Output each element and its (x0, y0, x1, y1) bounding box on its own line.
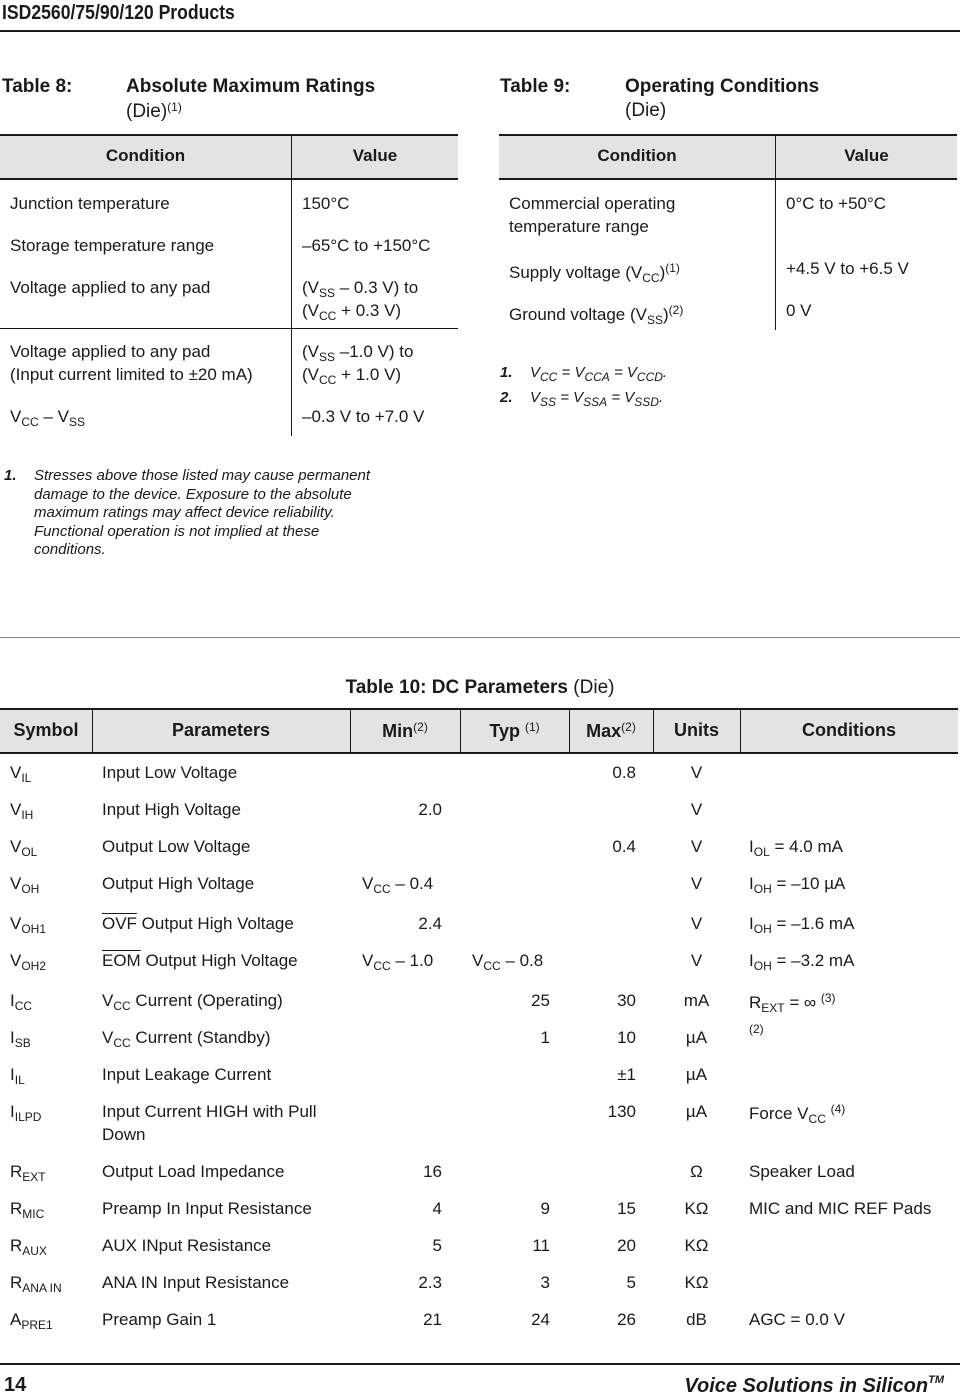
document-header-title: ISD2560/75/90/120 Products (2, 2, 235, 24)
row-parameter: ANA IN Input Resistance (102, 1273, 290, 1292)
row-parameter-line1: Input Current HIGH with Pull (102, 1102, 317, 1121)
row-symbol: $R_{EXT}$ (10, 1162, 46, 1184)
row-units: V (690, 951, 703, 970)
row-units: µA (685, 1028, 708, 1047)
row-min: 5 (432, 1236, 442, 1255)
row-typ: 1 (540, 1028, 550, 1047)
table-8-row-2-condition: Storage temperature range (10, 236, 215, 255)
row-max: 0.8 (612, 763, 636, 782)
footer-rule (0, 1363, 960, 1365)
row-min: 2.0 (418, 800, 442, 819)
table-8-row-3-value-line2: ($V_{CC} + 0.3$ V) (302, 301, 402, 323)
row-symbol: $V_{OL}$ (10, 837, 38, 859)
table-8-title: Absolute Maximum Ratings (126, 76, 376, 97)
row-parameter: $\overline{OVF}$ Output High Voltage (102, 914, 294, 933)
table-8-row-4-value-line2: ($V_{CC} + 1.0$ V) (302, 365, 402, 387)
table-8-body-divider (291, 180, 292, 436)
row-units: dB (686, 1310, 707, 1329)
footer-tagline: Voice Solutions in Silicon™ (684, 1374, 944, 1397)
row-max: 26 (617, 1310, 636, 1329)
row-max: 20 (617, 1236, 636, 1255)
table-8-row-3-value-line1: ($V_{SS} - 0.3$ V) to (302, 278, 419, 300)
row-units: KΩ (684, 1273, 709, 1292)
row-parameter: Input High Voltage (102, 800, 241, 819)
row-symbol: $V_{IL}$ (10, 763, 32, 785)
row-min: 21 (423, 1310, 442, 1329)
row-units: V (690, 763, 703, 782)
row-symbol: $V_{IH}$ (10, 800, 34, 822)
table-9-subtitle: (Die) (625, 100, 667, 121)
table-8-row-5-condition: $V_{CC} - V_{SS}$ (10, 407, 85, 429)
row-units: V (690, 914, 703, 933)
row-max: 30 (617, 991, 636, 1010)
row-symbol: $V_{OH1}$ (10, 914, 47, 936)
row-typ: 24 (531, 1310, 550, 1329)
row-parameter: $\overline{EOM}$ Output High Voltage (102, 951, 298, 970)
row-conditions: $I_{OL} = 4.0$ mA (749, 837, 843, 859)
row-units: KΩ (684, 1199, 709, 1218)
row-conditions: $R_{EXT}$ = ∞ $^{(3)}$ (749, 991, 836, 1015)
row-max: 5 (626, 1273, 636, 1292)
row-max: 0.4 (612, 837, 636, 856)
table-8-row-5-value: –0.3 V to +7.0 V (302, 407, 425, 426)
table-8-col-condition: Condition (105, 146, 186, 165)
row-parameter: Output Low Voltage (102, 837, 251, 856)
row-typ: 9 (540, 1199, 550, 1218)
table-8-footnote: Stresses above those listed may cause permanent damage to the device. Exposure to the absolute maximum ratings may affect device reliability. Functional operation is not implied at these conditions. (34, 467, 371, 558)
row-min: 2.4 (418, 914, 442, 933)
table-9-row-3-value: 0 V (786, 301, 812, 320)
table-8-row-1-condition: Junction temperature (10, 194, 170, 213)
table-9-body-divider (775, 180, 776, 330)
row-symbol: $R_{AUX}$ (10, 1236, 47, 1258)
header-rule (0, 30, 960, 32)
table-8-row-1-value: 150°C (302, 194, 350, 213)
row-conditions: Force $V_{CC}$ $^{(4)}$ (749, 1102, 846, 1126)
row-parameter: Preamp In Input Resistance (102, 1199, 312, 1218)
row-symbol: $I_{SB}$ (10, 1028, 31, 1050)
row-parameter: AUX INput Resistance (102, 1236, 272, 1255)
table-10-col-symbol: Symbol (13, 720, 79, 740)
row-min: $V_{CC} - 0.4$ (362, 874, 434, 896)
table-10-col-parameters: Parameters (171, 720, 271, 740)
table-9-col-value: Value (844, 146, 889, 165)
row-units: µA (685, 1102, 708, 1121)
table-9-title: Operating Conditions (625, 76, 820, 97)
table-9-row-3-condition: Ground voltage $(V_{SS})^{(2)}$ (509, 303, 684, 327)
row-conditions: $I_{OH} = -1.6$ mA (749, 914, 855, 936)
row-min: 4 (432, 1199, 442, 1218)
table-10-col-units: Units (674, 720, 719, 740)
row-units: mA (683, 991, 710, 1010)
row-conditions: $I_{OH} = -10$ µA (749, 874, 846, 896)
row-typ: 3 (540, 1273, 550, 1292)
row-symbol: $I_{CC}$ (10, 991, 33, 1013)
row-units: V (690, 800, 703, 819)
row-parameter: Output Load Impedance (102, 1162, 285, 1181)
page-number: 14 (4, 1374, 27, 1396)
row-symbol: $I_{IL}$ (10, 1065, 25, 1087)
row-parameter: Input Low Voltage (102, 763, 238, 782)
row-parameter: Preamp Gain 1 (102, 1310, 217, 1329)
table-9-row-1-value: 0°C to +50°C (786, 194, 887, 213)
table-8-row-2-value: –65°C to +150°C (302, 236, 431, 255)
row-typ: 25 (531, 991, 550, 1010)
row-units: Ω (690, 1162, 703, 1181)
table-10-col-max: Max$^{(2)}$ (586, 720, 636, 741)
row-min: 16 (423, 1162, 442, 1181)
row-parameter: Output High Voltage (102, 874, 255, 893)
table-8-label: Table 8: (2, 76, 73, 97)
row-parameter-line2: Down (102, 1125, 146, 1144)
table-9-row-2-condition: Supply voltage $(V_{CC})^{(1)}$ (509, 261, 680, 285)
row-conditions: MIC and MIC REF Pads (749, 1199, 932, 1218)
table-9-footnote-1: $V_{CC} = V_{CCA} = V_{CCD}$. (530, 364, 668, 384)
table-9-footnote-2-number: 2. (500, 389, 513, 406)
table-9-footnote-2: $V_{SS} = V_{SSA} = V_{SSD}$. (530, 389, 664, 409)
table-8-row-4-condition-line2: (Input current limited to ±20 mA) (10, 365, 253, 384)
row-units: V (690, 874, 703, 893)
row-conditions: Speaker Load (749, 1162, 855, 1181)
table-9-label: Table 9: (500, 76, 571, 97)
row-symbol: $V_{OH2}$ (10, 951, 47, 973)
row-min: $V_{CC} - 1.0$ (362, 951, 434, 973)
row-conditions: $I_{OH} = -3.2$ mA (749, 951, 855, 973)
table-9-row-2-value: +4.5 V to +6.5 V (786, 259, 909, 278)
row-max: 15 (617, 1199, 636, 1218)
table-10-col-min: Min$^{(2)}$ (382, 720, 428, 741)
table-10-col-conditions: Conditions (802, 720, 896, 740)
table-8-subtitle: (Die)$^{(1)}$ (126, 100, 182, 122)
table-8-row-separator (0, 328, 458, 329)
row-symbol: $A_{PRE1}$ (10, 1310, 53, 1332)
row-units: V (690, 837, 703, 856)
row-units: KΩ (684, 1236, 709, 1255)
row-parameter: Input Leakage Current (102, 1065, 272, 1084)
table-8-row-4-condition-line1: Voltage applied to any pad (10, 342, 211, 361)
table-9-row-1-condition-line1: Commercial operating (509, 194, 676, 213)
table-8-row-3-condition: Voltage applied to any pad (10, 278, 211, 297)
table-8-row-4-value-line1: ($V_{SS}$ –1.0 V) to (302, 342, 414, 364)
row-max: 130 (607, 1102, 636, 1121)
row-symbol: $R_{ANA IN}$ (10, 1273, 62, 1295)
row-max: 10 (617, 1028, 636, 1047)
row-typ: 11 (532, 1236, 550, 1255)
row-max: ±1 (617, 1065, 636, 1084)
table-8-col-value: Value (352, 146, 398, 165)
table-9-row-1-condition-line2: temperature range (509, 217, 649, 236)
row-symbol: $R_{MIC}$ (10, 1199, 45, 1221)
table-8-footnote-number: 1. (4, 467, 17, 484)
table-10-col-typ: Typ $^{(1)}$ (489, 720, 540, 741)
section-divider (0, 637, 960, 638)
row-parameter: $V_{CC}$ Current (Operating) (102, 991, 283, 1013)
row-conditions: (2) (749, 1022, 764, 1036)
row-units: µA (685, 1065, 708, 1084)
table-10-title: Table 10: DC Parameters (Die) (345, 677, 615, 698)
row-symbol: $V_{OH}$ (10, 874, 40, 896)
table-9-col-condition: Condition (597, 146, 677, 165)
table-9-footnote-1-number: 1. (500, 364, 513, 381)
row-min: 2.3 (418, 1273, 442, 1292)
row-typ: $V_{CC} - 0.8$ (472, 951, 544, 973)
row-symbol: $I_{ILPD}$ (10, 1102, 42, 1124)
row-parameter: $V_{CC}$ Current (Standby) (102, 1028, 271, 1050)
row-conditions: AGC = 0.0 V (749, 1310, 845, 1329)
